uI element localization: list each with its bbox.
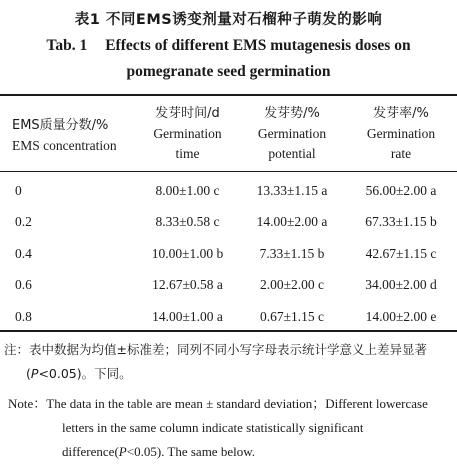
cell-concentration: 0 bbox=[15, 182, 22, 198]
cell-concentration: 0.4 bbox=[15, 245, 32, 261]
table-row bbox=[0, 171, 457, 207]
table-row bbox=[0, 207, 457, 239]
note-cn-text-end: <0.05)。下同。 bbox=[38, 366, 132, 381]
data-table bbox=[0, 96, 457, 333]
cell-concentration: 0.8 bbox=[15, 308, 32, 324]
cell-rate: 67.33±1.15 b bbox=[365, 214, 437, 230]
note-english bbox=[0, 392, 457, 464]
header-germination-potential bbox=[239, 96, 345, 171]
note-cn-p-symbol: P bbox=[30, 366, 39, 381]
header-concentration-cn: EMS质量分数/% bbox=[12, 118, 109, 133]
header-rate-cn: 发芽率/% bbox=[373, 106, 429, 121]
header-potential-en1: Germination bbox=[257, 126, 327, 141]
table-number-label: Tab. 1 bbox=[46, 37, 88, 54]
cell-time: 14.00±1.00 a bbox=[152, 308, 223, 324]
table-row bbox=[0, 238, 457, 270]
cell-potential: 14.00±2.00 a bbox=[256, 214, 328, 230]
table-title-chinese: 表1 不同EMS诱变剂量对石榴种子萌发的影响 bbox=[74, 12, 383, 28]
cell-potential: 13.33±1.15 a bbox=[256, 182, 328, 198]
note-chinese bbox=[0, 338, 457, 386]
cell-potential: 2.00±2.00 c bbox=[259, 277, 325, 293]
header-time-en1: Germination bbox=[153, 126, 222, 141]
cell-potential: 0.67±1.15 c bbox=[259, 308, 325, 324]
note-en-p-symbol: P bbox=[118, 444, 127, 459]
cell-rate: 42.67±1.15 c bbox=[365, 245, 437, 261]
cell-rate: 14.00±2.00 e bbox=[365, 308, 437, 324]
cell-rate: 34.00±2.00 d bbox=[365, 277, 437, 293]
cell-concentration: 0.2 bbox=[15, 214, 32, 230]
header-rate-en2: rate bbox=[390, 146, 412, 161]
table-header-row bbox=[0, 96, 457, 171]
cell-rate: 56.00±2.00 a bbox=[365, 182, 437, 198]
note-cn-text: 注：表中数据为均值±标准差；同列不同小写字母表示统计学意义上差异显著( bbox=[4, 342, 427, 381]
cell-concentration: 0.6 bbox=[15, 277, 32, 293]
header-concentration bbox=[0, 96, 136, 171]
header-potential-en2: potential bbox=[268, 146, 316, 161]
cell-time: 8.33±0.58 c bbox=[155, 214, 220, 230]
cell-time: 8.00±1.00 c bbox=[155, 182, 220, 198]
table-row bbox=[0, 270, 457, 302]
header-time-en2: time bbox=[175, 146, 200, 161]
header-germination-rate bbox=[345, 96, 457, 171]
cell-time: 12.67±0.58 a bbox=[152, 277, 223, 293]
table-title-english-text: Effects of different EMS mutagenesis doses on bbox=[105, 37, 411, 54]
header-rate-en1: Germination bbox=[366, 126, 436, 141]
table-title-english-line1 bbox=[0, 37, 457, 55]
header-concentration-en: EMS concentration bbox=[12, 138, 117, 153]
note-en-text-end: <0.05). The same below. bbox=[126, 444, 256, 459]
table-title-english-line2: pomegranate seed germination bbox=[126, 63, 331, 80]
header-germination-time bbox=[136, 96, 239, 171]
table-notes bbox=[0, 338, 457, 464]
header-time-cn: 发芽时间/d bbox=[155, 106, 220, 121]
cell-potential: 7.33±1.15 b bbox=[259, 245, 325, 261]
table-row bbox=[0, 301, 457, 333]
header-potential-cn: 发芽势/% bbox=[264, 106, 320, 121]
cell-time: 10.00±1.00 b bbox=[151, 245, 224, 261]
note-en-text: Note：The data in the table are mean ± standard deviation；Different lowercase letters in the same column indicate statistically significant difference( bbox=[8, 396, 428, 459]
